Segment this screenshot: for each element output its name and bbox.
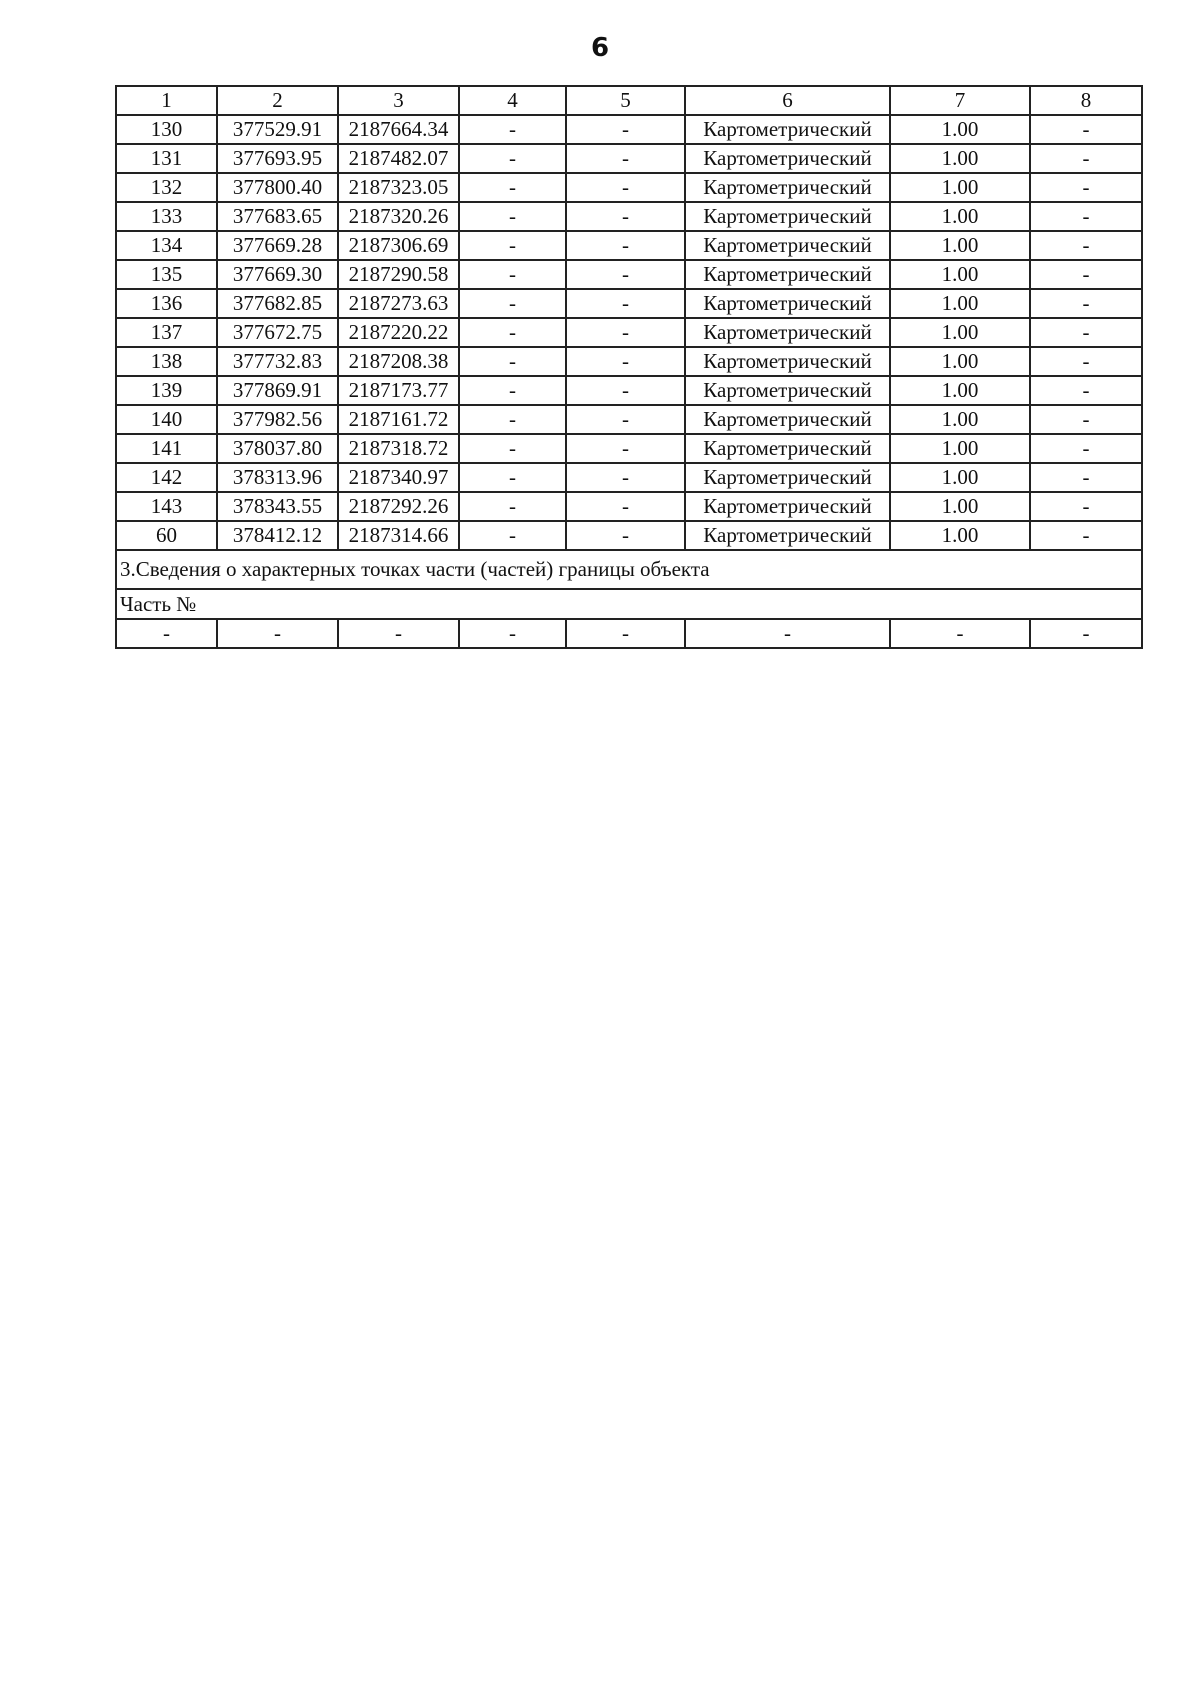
table-cell: 2187323.05 bbox=[338, 173, 459, 202]
table-cell: 378412.12 bbox=[217, 521, 338, 550]
table-cell: 1.00 bbox=[890, 202, 1030, 231]
table-row bbox=[116, 202, 1142, 231]
table-row bbox=[116, 144, 1142, 173]
table-cell: 2187482.07 bbox=[338, 144, 459, 173]
part-label: Часть № bbox=[116, 589, 1142, 619]
table-cell: - bbox=[1030, 231, 1142, 260]
table-cell: 2187320.26 bbox=[338, 202, 459, 231]
table-cell: - bbox=[459, 173, 566, 202]
table-cell: 2187173.77 bbox=[338, 376, 459, 405]
table-cell: Картометрический bbox=[685, 115, 890, 144]
table-cell: - bbox=[459, 492, 566, 521]
table-cell: Картометрический bbox=[685, 376, 890, 405]
table-cell: Картометрический bbox=[685, 260, 890, 289]
table-row bbox=[116, 231, 1142, 260]
table-cell: 134 bbox=[116, 231, 217, 260]
table-row bbox=[116, 492, 1142, 521]
table-cell: 143 bbox=[116, 492, 217, 521]
table-cell: 2187290.58 bbox=[338, 260, 459, 289]
table-cell: - bbox=[566, 492, 685, 521]
table-cell: - bbox=[566, 260, 685, 289]
table-row bbox=[116, 260, 1142, 289]
table-cell: 1.00 bbox=[890, 318, 1030, 347]
column-header: 4 bbox=[459, 86, 566, 115]
table-cell: - bbox=[566, 144, 685, 173]
table-cell: 378037.80 bbox=[217, 434, 338, 463]
table-cell: 377672.75 bbox=[217, 318, 338, 347]
section-title-row bbox=[116, 550, 1142, 589]
table-cell: 2187340.97 bbox=[338, 463, 459, 492]
table-cell: Картометрический bbox=[685, 231, 890, 260]
table-cell: - bbox=[217, 619, 338, 648]
table-row bbox=[116, 318, 1142, 347]
table-cell: 1.00 bbox=[890, 376, 1030, 405]
table-cell: - bbox=[459, 521, 566, 550]
table-cell: 377800.40 bbox=[217, 173, 338, 202]
part-label-row bbox=[116, 589, 1142, 619]
table-cell: 2187314.66 bbox=[338, 521, 459, 550]
table-cell: 138 bbox=[116, 347, 217, 376]
table-cell: 135 bbox=[116, 260, 217, 289]
table-cell: 2187273.63 bbox=[338, 289, 459, 318]
table-cell: 1.00 bbox=[890, 347, 1030, 376]
table-cell: 1.00 bbox=[890, 173, 1030, 202]
table-cell: - bbox=[459, 289, 566, 318]
table-row bbox=[116, 463, 1142, 492]
table-row bbox=[116, 521, 1142, 550]
table-cell: - bbox=[1030, 347, 1142, 376]
table-cell: - bbox=[566, 289, 685, 318]
table-cell: Картометрический bbox=[685, 405, 890, 434]
table-cell: - bbox=[566, 173, 685, 202]
table-cell: 1.00 bbox=[890, 492, 1030, 521]
column-header: 1 bbox=[116, 86, 217, 115]
table-cell: 131 bbox=[116, 144, 217, 173]
column-header: 6 bbox=[685, 86, 890, 115]
table-cell: 378343.55 bbox=[217, 492, 338, 521]
table-cell: 1.00 bbox=[890, 260, 1030, 289]
table-cell: - bbox=[459, 231, 566, 260]
table-cell: - bbox=[459, 144, 566, 173]
table-cell: 377682.85 bbox=[217, 289, 338, 318]
table-cell: - bbox=[566, 376, 685, 405]
table-cell: 1.00 bbox=[890, 115, 1030, 144]
table-cell: 139 bbox=[116, 376, 217, 405]
table-cell: 2187220.22 bbox=[338, 318, 459, 347]
page-number: 6 bbox=[590, 33, 610, 63]
table-cell: 377529.91 bbox=[217, 115, 338, 144]
table-cell: - bbox=[459, 260, 566, 289]
table-cell: - bbox=[566, 434, 685, 463]
table-row bbox=[116, 289, 1142, 318]
table-cell: 133 bbox=[116, 202, 217, 231]
table-cell: - bbox=[1030, 115, 1142, 144]
table-cell: - bbox=[1030, 289, 1142, 318]
table-cell: Картометрический bbox=[685, 173, 890, 202]
table-cell: - bbox=[459, 405, 566, 434]
table-row bbox=[116, 115, 1142, 144]
table-cell: 377869.91 bbox=[217, 376, 338, 405]
table-cell: - bbox=[566, 619, 685, 648]
table-cell: 1.00 bbox=[890, 434, 1030, 463]
table-cell: - bbox=[685, 619, 890, 648]
table-cell: 377669.28 bbox=[217, 231, 338, 260]
table-cell: - bbox=[459, 115, 566, 144]
table-row bbox=[116, 405, 1142, 434]
table-cell: 130 bbox=[116, 115, 217, 144]
table-cell: - bbox=[1030, 463, 1142, 492]
table-cell: 1.00 bbox=[890, 289, 1030, 318]
table-cell: 377693.95 bbox=[217, 144, 338, 173]
table-cell: Картометрический bbox=[685, 202, 890, 231]
table-cell: - bbox=[1030, 202, 1142, 231]
table-cell: 377669.30 bbox=[217, 260, 338, 289]
table-cell: - bbox=[1030, 376, 1142, 405]
table-cell: - bbox=[459, 434, 566, 463]
table-cell: 1.00 bbox=[890, 521, 1030, 550]
table-cell: 377732.83 bbox=[217, 347, 338, 376]
coordinates-table bbox=[115, 85, 1143, 649]
table-cell: 2187161.72 bbox=[338, 405, 459, 434]
table-cell: - bbox=[566, 463, 685, 492]
table-row bbox=[116, 347, 1142, 376]
section-title: 3.Сведения о характерных точках части (частей) границы объекта bbox=[116, 550, 1142, 589]
table-cell: Картометрический bbox=[685, 434, 890, 463]
table-cell: - bbox=[459, 463, 566, 492]
table-cell: Картометрический bbox=[685, 318, 890, 347]
table-row bbox=[116, 173, 1142, 202]
table-cell: - bbox=[459, 318, 566, 347]
table-cell: - bbox=[566, 115, 685, 144]
table-cell: 132 bbox=[116, 173, 217, 202]
table-cell: 141 bbox=[116, 434, 217, 463]
table-cell: - bbox=[1030, 521, 1142, 550]
table-cell: - bbox=[116, 619, 217, 648]
table-cell: Картометрический bbox=[685, 463, 890, 492]
table-cell: - bbox=[566, 521, 685, 550]
table-cell: Картометрический bbox=[685, 521, 890, 550]
table-row bbox=[116, 434, 1142, 463]
table-cell: - bbox=[1030, 434, 1142, 463]
table-cell: - bbox=[1030, 144, 1142, 173]
table-cell: - bbox=[459, 202, 566, 231]
table-row bbox=[116, 376, 1142, 405]
table-cell: - bbox=[1030, 619, 1142, 648]
table-cell: 2187306.69 bbox=[338, 231, 459, 260]
table-cell: 140 bbox=[116, 405, 217, 434]
table-cell: - bbox=[566, 231, 685, 260]
table-cell: - bbox=[1030, 318, 1142, 347]
table-cell: 142 bbox=[116, 463, 217, 492]
table-cell: 2187318.72 bbox=[338, 434, 459, 463]
table-cell: - bbox=[566, 405, 685, 434]
table-cell: - bbox=[1030, 405, 1142, 434]
table-cell: - bbox=[566, 202, 685, 231]
table-cell: 2187664.34 bbox=[338, 115, 459, 144]
table-cell: Картометрический bbox=[685, 492, 890, 521]
table-cell: - bbox=[338, 619, 459, 648]
table-cell: - bbox=[566, 347, 685, 376]
table-cell: Картометрический bbox=[685, 144, 890, 173]
table-cell: Картометрический bbox=[685, 289, 890, 318]
table-cell: Картометрический bbox=[685, 347, 890, 376]
table-cell: - bbox=[890, 619, 1030, 648]
table-cell: - bbox=[459, 619, 566, 648]
table-cell: - bbox=[1030, 492, 1142, 521]
table-cell: - bbox=[459, 376, 566, 405]
empty-table-row bbox=[116, 619, 1142, 648]
table-cell: - bbox=[566, 318, 685, 347]
table-cell: 136 bbox=[116, 289, 217, 318]
table-cell: 1.00 bbox=[890, 463, 1030, 492]
table-cell: 1.00 bbox=[890, 405, 1030, 434]
table-cell: 2187292.26 bbox=[338, 492, 459, 521]
table-cell: - bbox=[1030, 173, 1142, 202]
column-header: 3 bbox=[338, 86, 459, 115]
column-header: 5 bbox=[566, 86, 685, 115]
table-cell: 378313.96 bbox=[217, 463, 338, 492]
column-header: 7 bbox=[890, 86, 1030, 115]
table-cell: 1.00 bbox=[890, 144, 1030, 173]
table-cell: 60 bbox=[116, 521, 217, 550]
table-cell: - bbox=[459, 347, 566, 376]
table-cell: 377683.65 bbox=[217, 202, 338, 231]
table-cell: 2187208.38 bbox=[338, 347, 459, 376]
table-cell: - bbox=[1030, 260, 1142, 289]
table-cell: 1.00 bbox=[890, 231, 1030, 260]
column-header: 8 bbox=[1030, 86, 1142, 115]
table-cell: 377982.56 bbox=[217, 405, 338, 434]
table-header-row bbox=[116, 86, 1142, 115]
table-cell: 137 bbox=[116, 318, 217, 347]
column-header: 2 bbox=[217, 86, 338, 115]
